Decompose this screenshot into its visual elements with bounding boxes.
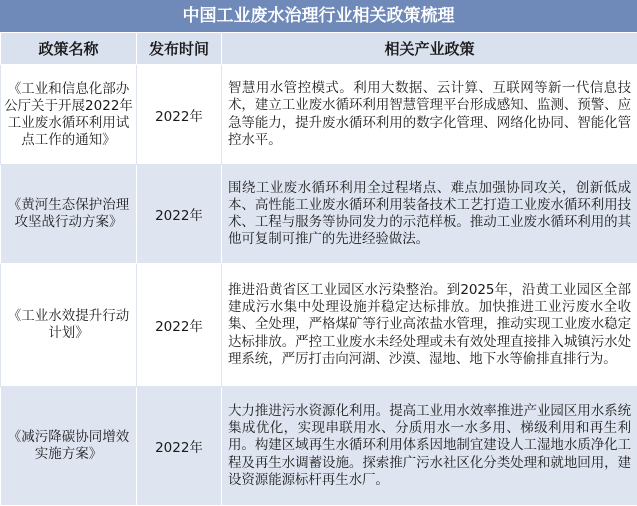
policy-content-cell: 围绕工业废水循环利用全过程堵点、难点加强协同攻关，创新低成本、高性能工业废水循环利用装备技术工艺打造工业废水循环利用技术、工程与服务等协同发力的示范样板。推动工业废水循环利用的其他可复制可推广的先进经验做法。 bbox=[222, 165, 637, 264]
policy-content-cell: 大力推进污水资源化利用。提高工业用水效率推进产业园区用水系统集成优化，实现串联用水、分质用水一水多用、梯级利用和再生利用。构建区域再生水循环利用体系因地制宜建设人工湿地水质净化工程及再生水调蓄设施。探索推广污水社区化分类处理和就地回用，建设资源能源标杆再生水厂。 bbox=[222, 387, 637, 506]
header-release-date: 发布时间 bbox=[137, 33, 222, 65]
release-date-cell: 2022年 bbox=[137, 165, 222, 264]
policy-table bbox=[0, 32, 637, 506]
table-header-row bbox=[1, 33, 637, 65]
policy-name-cell: 《黄河生态保护治理攻坚战行动方案》 bbox=[1, 165, 137, 264]
release-date-cell: 2022年 bbox=[137, 264, 222, 387]
policy-content-cell: 推进沿黄省区工业园区水污染整治。到2025年，沿黄工业园区全部建成污水集中处理设施并稳定达标排放。加快推进工业污废水全收集、全处理，严格煤矿等行业高浓盐水管理，推动实现工业废水稳定达标排放。严控工业废水未经处理或未有效处理直接排入城镇污水处理系统，严厉打击向河湖、沙漠、湿地、地下水等偷排直排行为。 bbox=[222, 264, 637, 387]
page-title: 中国工业废水治理行业相关政策梳理 bbox=[0, 0, 637, 32]
table-row bbox=[1, 65, 637, 165]
header-related-policy: 相关产业政策 bbox=[222, 33, 637, 65]
header-policy-name: 政策名称 bbox=[1, 33, 137, 65]
release-date-cell: 2022年 bbox=[137, 65, 222, 165]
table-row bbox=[1, 165, 637, 264]
policy-name-cell: 《工业和信息化部办公厅关于开展2022年工业废水循环利用试点工作的通知》 bbox=[1, 65, 137, 165]
release-date-cell: 2022年 bbox=[137, 387, 222, 506]
policy-name-cell: 《工业水效提升行动计划》 bbox=[1, 264, 137, 387]
table-row bbox=[1, 264, 637, 387]
policy-name-cell: 《减污降碳协同增效实施方案》 bbox=[1, 387, 137, 506]
policy-content-cell: 智慧用水管控模式。利用大数据、云计算、互联网等新一代信息技术，建立工业废水循环利用智慧管理平台形成感知、监测、预警、应急等能力，提升废水循环利用的数字化管理、网络化协同、智能化管控水平。 bbox=[222, 65, 637, 165]
